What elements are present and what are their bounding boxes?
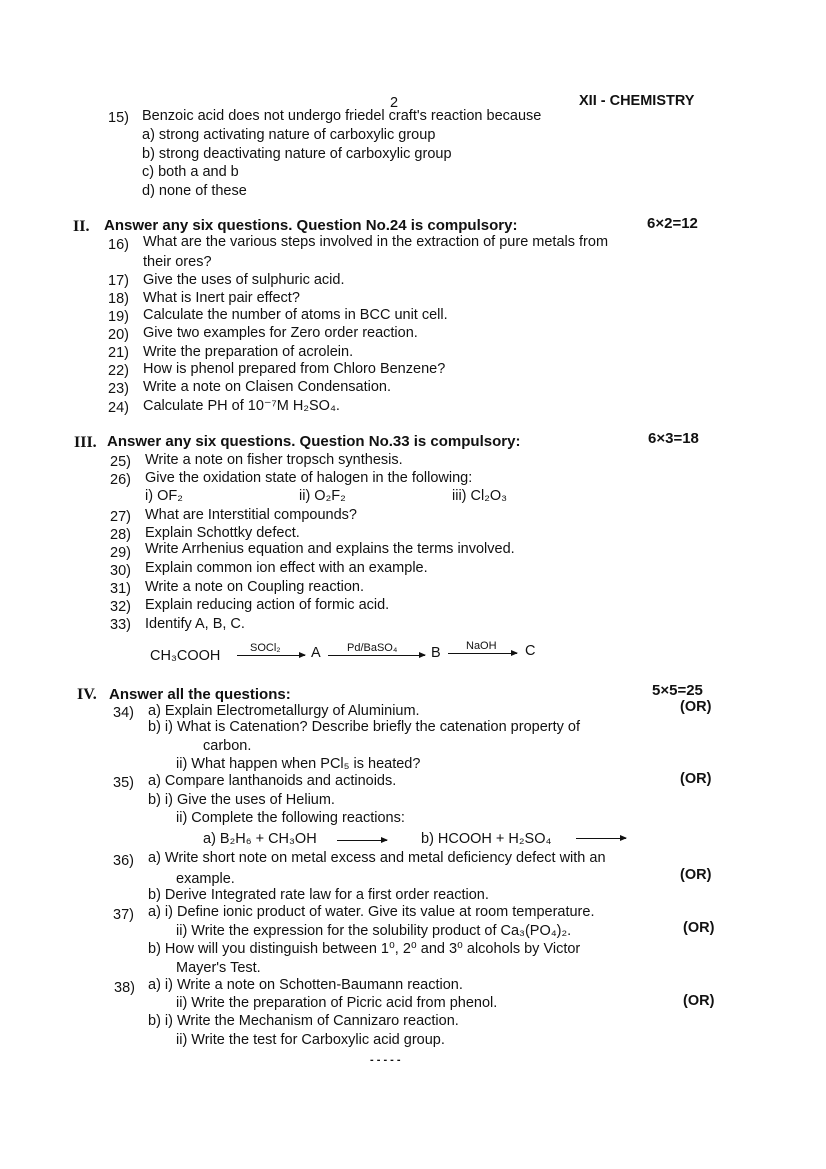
question-text: What are Interstitial compounds? [145,507,357,523]
question-number: 35) [113,775,134,791]
question-number: 38) [114,980,135,996]
option: a) strong activating nature of carboxylic group [142,127,436,143]
question-text: b) Derive Integrated rate law for a first order reaction. [148,887,489,903]
question-text: Write a note on fisher tropsch synthesis. [145,452,403,468]
question-number: 18) [108,291,129,307]
page-number: 2 [390,95,399,111]
question-number: 19) [108,309,129,325]
question-text: How is phenol prepared from Chloro Benzene? [143,361,446,377]
option: d) none of these [142,183,247,199]
question-text: Write the preparation of acrolein. [143,344,354,360]
section-marks: 5×5=25 [652,682,703,699]
question-text-cont: carbon. [203,738,252,754]
oxidation-option: ii) O₂F₂ [299,488,346,504]
or-marker: (OR) [680,699,712,715]
question-text: Write a note on Coupling reaction. [145,579,364,595]
or-marker: (OR) [680,771,712,787]
question-text: Give two examples for Zero order reaction. [143,325,418,341]
question-text: Explain reducing action of formic acid. [145,597,390,613]
question-number: 22) [108,363,129,379]
or-marker: (OR) [680,867,712,883]
subject-title: XII - CHEMISTRY [579,93,695,109]
section-roman: III. [74,434,97,451]
scheme-reagent: NaOH [466,640,497,652]
question-number: 33) [110,617,131,633]
question-number: 32) [110,599,131,615]
question-number: 37) [113,907,134,923]
reaction: a) B₂H₆ + CH₃OH [203,831,317,847]
question-text: a) i) Define ionic product of water. Give its value at room temperature. [148,904,595,920]
question-number: 26) [110,472,131,488]
question-text: a) Write short note on metal excess and metal deficiency defect with an [148,850,606,866]
question-number: 16) [108,237,129,253]
question-number: 28) [110,527,131,543]
question-text: Calculate the number of atoms in BCC unit cell. [143,307,448,323]
question-number: 27) [110,509,131,525]
question-text: b) i) What is Catenation? Describe briefly the catenation property of [148,719,580,735]
section-title: Answer all the questions: [109,686,291,703]
question-text: Identify A, B, C. [145,616,245,632]
question-text: b) i) Give the uses of Helium. [148,792,335,808]
reaction-arrow [576,838,626,839]
question-text: Benzoic acid does not undergo friedel craft's reaction because [142,108,542,124]
question-number: 17) [108,273,129,289]
section-roman: IV. [77,686,97,703]
question-text: Write Arrhenius equation and explains the terms involved. [145,541,515,557]
question-text: b) How will you distinguish between 1⁰, 2⁰ and 3⁰ alcohols by Victor [148,941,581,957]
question-number: 21) [108,345,129,361]
question-text: Write a note on Claisen Condensation. [143,379,391,395]
or-marker: (OR) [683,920,715,936]
question-number: 29) [110,545,131,561]
question-text: Give the oxidation state of halogen in the following: [145,470,473,486]
question-number: 30) [110,563,131,579]
question-number: 31) [110,581,131,597]
question-text: ii) Write the preparation of Picric acid from phenol. [176,995,498,1011]
scheme-reagent: SOCl₂ [250,642,281,654]
question-text: a) Compare lanthanoids and actinoids. [148,773,397,789]
question-number: 36) [113,853,134,869]
question-number: 20) [108,327,129,343]
scheme-start: CH₃COOH [150,648,221,664]
question-text: b) i) Write the Mechanism of Cannizaro reaction. [148,1013,459,1029]
question-text: Explain common ion effect with an example. [145,560,428,576]
section-roman: II. [73,218,90,235]
oxidation-option: iii) Cl₂O₃ [452,488,508,504]
question-text: ii) Complete the following reactions: [176,810,405,826]
question-text: ii) What happen when PCl₅ is heated? [176,756,421,772]
end-mark: - - - - - [370,1054,401,1066]
option: c) both a and b [142,164,239,180]
reaction-arrow [448,653,517,654]
question-number: 34) [113,705,134,721]
question-text: What are the various steps involved in the extraction of pure metals from [143,234,609,250]
question-text: ii) Write the test for Carboxylic acid group. [176,1032,445,1048]
oxidation-option: i) OF₂ [145,488,183,504]
question-text: Explain Schottky defect. [145,525,300,541]
reaction-arrow [328,655,425,656]
reaction-arrow [337,840,387,841]
section-title: Answer any six questions. Question No.33 is compulsory: [107,433,521,450]
question-text: Calculate PH of 10⁻⁷M H₂SO₄. [143,398,340,414]
question-number: 24) [108,400,129,416]
scheme-product: C [525,643,536,659]
section-marks: 6×3=18 [648,430,699,447]
reaction: b) HCOOH + H₂SO₄ [421,831,552,847]
question-text: a) Explain Electrometallurgy of Aluminium. [148,703,420,719]
section-marks: 6×2=12 [647,215,698,232]
question-number: 23) [108,381,129,397]
question-text: ii) Write the expression for the solubility product of Ca₃(PO₄)₂. [176,923,572,939]
section-title: Answer any six questions. Question No.24 is compulsory: [104,217,518,234]
option: b) strong deactivating nature of carboxylic group [142,146,452,162]
question-text: Give the uses of sulphuric acid. [143,272,345,288]
question-number: 25) [110,454,131,470]
or-marker: (OR) [683,993,715,1009]
question-text-cont: example. [176,871,235,887]
scheme-product: B [431,645,441,661]
scheme-reagent: Pd/BaSO₄ [347,642,398,654]
question-text-cont: Mayer's Test. [176,960,261,976]
question-number: 15) [108,110,129,126]
question-text-cont: their ores? [143,254,212,270]
question-text: What is Inert pair effect? [143,290,300,306]
reaction-arrow [237,655,305,656]
scheme-product: A [311,645,321,661]
question-text: a) i) Write a note on Schotten-Baumann reaction. [148,977,463,993]
